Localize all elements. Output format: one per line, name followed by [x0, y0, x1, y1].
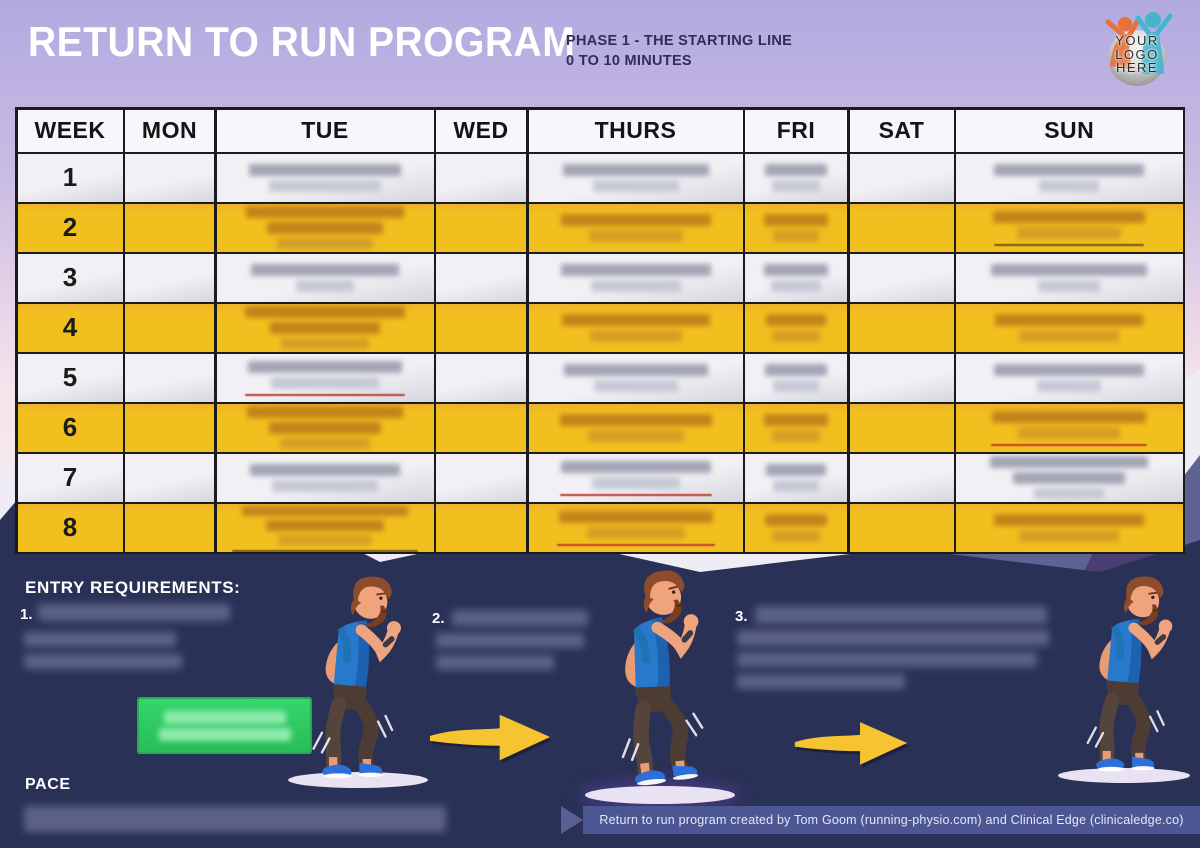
week-number-cell: 1 [18, 154, 123, 202]
cell-mon [125, 254, 214, 302]
requirement-number-1: 1. [20, 606, 33, 623]
cell-thurs-redacted [529, 404, 743, 452]
requirement-1-redacted [24, 654, 182, 669]
column-header-tue: TUE [217, 110, 434, 152]
runner-illustration-3 [1058, 572, 1188, 780]
cell-fri-redacted [745, 354, 847, 402]
cell-sat [850, 504, 954, 552]
cell-sat [850, 254, 954, 302]
cell-wed [436, 154, 526, 202]
cell-tue-redacted [217, 304, 434, 352]
phase-line2: 0 TO 10 MINUTES [566, 53, 692, 69]
table-row-week8 [18, 504, 1183, 552]
phase-line1: PHASE 1 - THE STARTING LINE [566, 33, 793, 49]
table-row-week3 [18, 254, 1183, 302]
cell-sat [850, 354, 954, 402]
cell-tue-redacted [217, 254, 434, 302]
requirement-3-redacted [737, 652, 1037, 667]
table-row-week2 [18, 204, 1183, 252]
cell-wed [436, 504, 526, 552]
week-number-cell: 7 [18, 454, 123, 502]
cell-sun-redacted [956, 404, 1183, 452]
requirement-3-redacted [755, 606, 1047, 624]
cell-fri-redacted [745, 454, 847, 502]
cell-fri-redacted [745, 304, 847, 352]
requirement-3-redacted [737, 674, 905, 689]
cell-fri-redacted [745, 254, 847, 302]
cell-sun-redacted [956, 354, 1183, 402]
requirement-2-redacted [436, 655, 554, 670]
cell-mon [125, 204, 214, 252]
schedule-table [15, 107, 1185, 554]
cell-wed [436, 254, 526, 302]
pace-text-redacted [24, 806, 446, 832]
cell-sat [850, 404, 954, 452]
cell-wed [436, 354, 526, 402]
cell-fri-redacted [745, 404, 847, 452]
week-number-cell: 2 [18, 204, 123, 252]
week-number-cell: 4 [18, 304, 123, 352]
cell-mon [125, 454, 214, 502]
column-header-wed: WED [436, 110, 526, 152]
runner-illustration-1 [283, 572, 417, 787]
requirement-3-redacted [737, 630, 1049, 646]
logo-text-line3: HERE [1115, 60, 1159, 75]
phase-subtitle [566, 31, 792, 71]
table-row-week1 [18, 154, 1183, 202]
cell-thurs-redacted [529, 454, 743, 502]
table-row-week6 [18, 404, 1183, 452]
cell-sun-redacted [956, 454, 1183, 502]
cell-wed [436, 404, 526, 452]
column-header-week: WEEK [18, 110, 123, 152]
requirement-number-2: 2. [432, 610, 445, 627]
cell-fri-redacted [745, 504, 847, 552]
cell-mon [125, 354, 214, 402]
footer-credit: Return to run program created by Tom Goom (running-physio.com) and Clinical Edge (clinicaledge.co) [583, 806, 1200, 834]
page-title: RETURN TO RUN PROGRAM [28, 18, 576, 65]
logo-text-line1: YOUR [1115, 33, 1159, 48]
cell-sun-redacted [956, 254, 1183, 302]
cell-thurs-redacted [529, 504, 743, 552]
cell-tue-redacted [217, 204, 434, 252]
cell-sun-redacted [956, 154, 1183, 202]
requirement-1-redacted [38, 604, 230, 621]
pace-heading: PACE [25, 776, 71, 793]
requirement-2-redacted [452, 610, 588, 626]
cell-mon [125, 504, 214, 552]
cell-tue-redacted [217, 504, 434, 552]
column-header-mon: MON [125, 110, 214, 152]
cell-sat [850, 154, 954, 202]
cell-tue-redacted [217, 354, 434, 402]
cell-sun-redacted [956, 204, 1183, 252]
cell-tue-redacted [217, 154, 434, 202]
cell-thurs-redacted [529, 354, 743, 402]
cell-thurs-redacted [529, 254, 743, 302]
cell-wed [436, 204, 526, 252]
cell-wed [436, 304, 526, 352]
column-header-sat: SAT [850, 110, 954, 152]
cell-sat [850, 204, 954, 252]
week-number-cell: 5 [18, 354, 123, 402]
logo-placeholder [1098, 8, 1176, 88]
requirement-number-3: 3. [735, 608, 748, 625]
cell-sun-redacted [956, 504, 1183, 552]
table-row-week4 [18, 304, 1183, 352]
table-row-week5 [18, 354, 1183, 402]
week-number-cell: 3 [18, 254, 123, 302]
cell-sat [850, 304, 954, 352]
column-header-thurs: THURS [529, 110, 743, 152]
cell-tue-redacted [217, 454, 434, 502]
requirement-2-redacted [436, 633, 584, 648]
table-row-week7 [18, 454, 1183, 502]
cell-wed [436, 454, 526, 502]
column-header-sun: SUN [956, 110, 1183, 152]
requirement-1-redacted [24, 632, 176, 647]
column-header-fri: FRI [745, 110, 847, 152]
cell-mon [125, 154, 214, 202]
cell-fri-redacted [745, 154, 847, 202]
table-header-row [18, 110, 1183, 152]
logo-text-line2: LOGO [1115, 46, 1159, 62]
cell-thurs-redacted [529, 204, 743, 252]
cell-sun-redacted [956, 304, 1183, 352]
logo-text [1098, 34, 1176, 75]
progress-arrow-icon [790, 714, 912, 772]
progress-arrow-icon [425, 706, 555, 768]
week-number-cell: 6 [18, 404, 123, 452]
entry-requirements-heading: ENTRY REQUIREMENTS: [25, 578, 241, 597]
cell-sat [850, 454, 954, 502]
week-number-cell: 8 [18, 504, 123, 552]
runner-illustration-2 [583, 568, 721, 793]
cell-tue-redacted [217, 404, 434, 452]
cell-mon [125, 304, 214, 352]
banner-chevron-icon [561, 806, 583, 834]
cell-fri-redacted [745, 204, 847, 252]
cell-thurs-redacted [529, 154, 743, 202]
cell-mon [125, 404, 214, 452]
cell-thurs-redacted [529, 304, 743, 352]
